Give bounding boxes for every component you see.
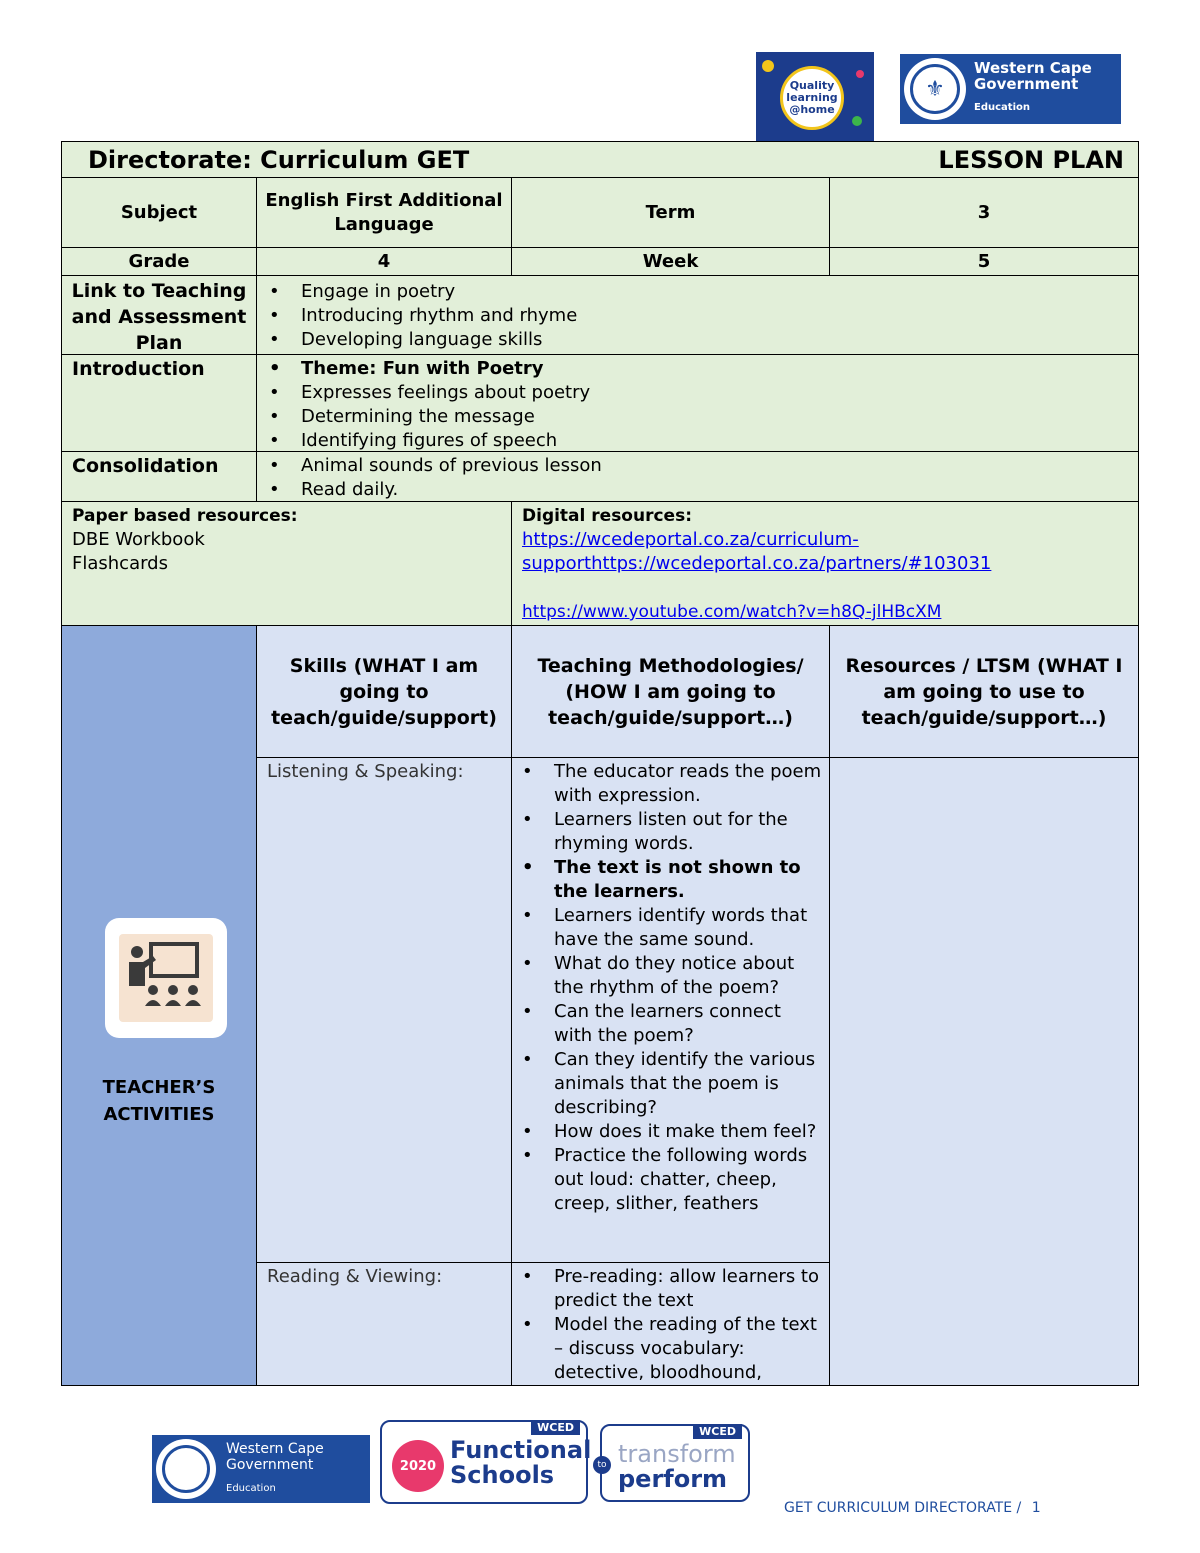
resources-ltsm-cell [829,757,1139,1386]
year-badge: 2020 [392,1440,444,1492]
link-curriculum-support[interactable]: https://wcedeportal.co.za/curriculum- [522,529,859,550]
week-value: 5 [829,247,1139,276]
term-label: Term [511,177,830,248]
quality-learning-logo [756,52,874,141]
digital-resources [511,501,1139,626]
list-item: • Expresses feelings about poetry [265,381,1130,405]
list-item: • What do they notice about the rhythm of the poem? [518,952,823,1000]
list-item: • Animal sounds of previous lesson [265,454,1130,478]
to-icon: to [593,1456,611,1474]
term-value: 3 [829,177,1139,248]
listening-methods [511,757,830,1263]
col-methods-header: Teaching Methodologies/ (HOW I am going to teach/guide/support…) [511,625,830,758]
list-item: • Learners identify words that have the same sound. [518,904,823,952]
subject-value: English First Additional Language [256,177,512,248]
col-resources-header: Resources / LTSM (WHAT I am going to use to teach/guide/support…) [829,625,1139,758]
link-teaching-list [265,280,1130,352]
doc-type: LESSON PLAN [938,145,1124,174]
subject-label: Subject [61,177,257,248]
reading-skill: Reading & Viewing: [256,1262,512,1386]
introduction-label: Introduction [61,354,257,452]
page-number: 1 [1031,1500,1041,1516]
list-item: • Learners listen out for the rhyming words. [518,808,823,856]
transform-perform-logo [597,1424,750,1502]
list-item: • Introducing rhythm and rhyme [265,304,1130,328]
list-item: • Pre-reading: allow learners to predict the text [518,1265,823,1313]
listening-skill: Listening & Speaking: [256,757,512,1263]
footer [784,1500,1041,1516]
wced-tag: WCED [693,1424,742,1439]
reading-list [518,1265,823,1385]
quality-learning-text: Quality learning @home [780,66,844,130]
list-item: • Identifying figures of speech [265,429,1130,453]
coat-of-arms-icon [156,1439,216,1499]
coat-of-arms-icon: ⚜ [904,58,966,120]
list-item: • Theme: Fun with Poetry [265,357,1130,381]
listening-list [518,760,823,1216]
list-item: • Determining the message [265,405,1130,429]
list-item: • Developing language skills [265,328,1130,352]
list-item: • The text is not shown to the learners. [518,856,823,904]
grade-value: 4 [256,247,512,276]
digital-resources-label: Digital resources: [522,506,692,526]
paper-resources [61,501,512,626]
teacher-activities-label: TEACHER’S ACTIVITIES [102,1077,216,1125]
list-item: • Can the learners connect with the poem? [518,1000,823,1048]
introduction-list [265,357,1130,453]
wced-tag: WCED [531,1420,580,1435]
list-item: • The educator reads the poem with expression. [518,760,823,808]
paper-resource-item: DBE Workbook [72,529,205,550]
wcg-name: Western Cape Government [226,1441,324,1473]
perform-text: perform [618,1465,728,1493]
paper-resources-label: Paper based resources: [72,506,298,526]
header-row [61,141,1139,178]
teacher-presentation-icon [105,918,227,1038]
functional-schools-text: Functional Schools [450,1436,592,1489]
list-item: • Read daily. [265,478,1130,502]
wcg-logo-top [900,54,1121,124]
list-item: • Engage in poetry [265,280,1130,304]
paper-resource-item: Flashcards [72,553,168,574]
functional-schools-logo [380,1420,592,1504]
list-item: • Practice the following words out loud: chatter, cheep, creep, slither, feathers [518,1144,823,1216]
list-item: • How does it make them feel? [518,1120,823,1144]
transform-text: transform [618,1440,736,1468]
link-teaching-content [256,275,1139,355]
wcg-name: Western Cape Government [974,59,1092,93]
wcg-dept: Education [226,1483,276,1494]
consolidation-content [256,451,1139,502]
link-youtube[interactable]: https://www.youtube.com/watch?v=h8Q-jlHBcXM [522,602,942,622]
grade-label: Grade [61,247,257,276]
consolidation-list [265,454,1130,502]
week-label: Week [511,247,830,276]
directorate-title: Directorate: Curriculum GET [88,145,470,174]
list-item: • Model the reading of the text – discuss vocabulary: detective, bloodhound, [518,1313,823,1385]
consolidation-label: Consolidation [61,451,257,502]
footer-directorate: GET CURRICULUM DIRECTORATE / [784,1500,1022,1516]
link-partners[interactable]: supporthttps://wcedeportal.co.za/partners/#103031 [522,553,992,574]
reading-methods [511,1262,830,1386]
list-item: • Can they identify the various animals that the poem is describing? [518,1048,823,1120]
wcg-dept: Education [974,102,1030,113]
introduction-content [256,354,1139,452]
col-skills-header: Skills (WHAT I am going to teach/guide/support) [256,625,512,758]
link-teaching-label: Link to Teaching and Assessment Plan [61,275,257,355]
wcg-logo-bottom [152,1435,370,1503]
